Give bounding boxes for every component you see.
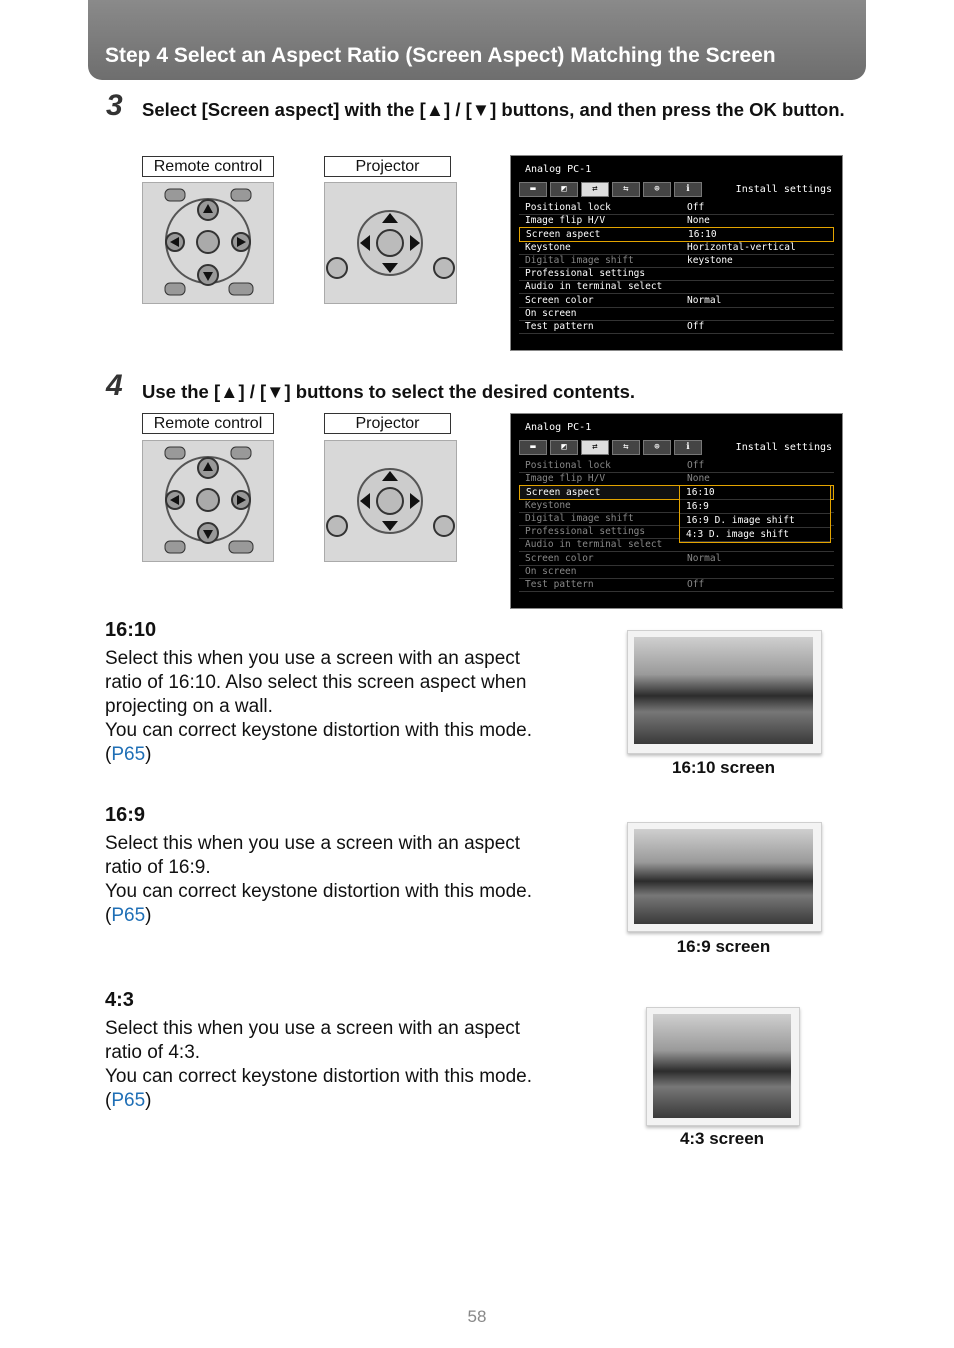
menu-title: Analog PC-1 xyxy=(525,164,592,175)
menu-row-selected[interactable]: Screen aspect xyxy=(519,485,834,500)
menu-tab[interactable]: ℹ xyxy=(674,440,702,455)
dropdown-option[interactable]: 16:9 D. image shift xyxy=(680,514,830,528)
section-body-16-9: Select this when you use a screen with an aspect ratio of 16:9. You can correct keystone distortion with this mode. (P65) xyxy=(105,833,533,926)
menu-tabs xyxy=(519,182,705,201)
remote-control-label: Remote control xyxy=(142,413,274,434)
projector-label: Projector xyxy=(324,156,451,177)
screen-16-10-image xyxy=(627,630,822,754)
remote-control-image xyxy=(142,440,274,562)
menu-row[interactable]: Image flip H/V None xyxy=(519,472,834,486)
remote-control-image xyxy=(142,182,274,304)
section-heading-4-3: 4:3 xyxy=(105,989,134,1011)
menu-row[interactable]: Positional lock Off xyxy=(519,201,834,215)
menu-row[interactable]: Screen color Normal xyxy=(519,552,834,566)
menu-tab[interactable]: ▬ xyxy=(519,182,547,197)
section-heading-16-9: 16:9 xyxy=(105,804,146,826)
menu-title: Analog PC-1 xyxy=(525,422,592,433)
projector-panel-image xyxy=(324,182,457,304)
menu-tab[interactable]: ⇆ xyxy=(612,182,640,197)
screen-4-3-image xyxy=(646,1007,800,1126)
projector-keypad-icon xyxy=(325,441,456,561)
menu-tab[interactable]: ◩ xyxy=(550,440,578,455)
page-number: 58 xyxy=(467,1307,487,1326)
caption-16-9: 16:9 screen xyxy=(676,937,771,956)
section-heading-16-10: 16:10 xyxy=(105,619,157,641)
menu-row[interactable]: Test pattern Off xyxy=(519,320,834,334)
menu-row[interactable]: Image flip H/V None xyxy=(519,214,834,228)
menu-row[interactable]: Audio in terminal select xyxy=(519,280,834,294)
remote-keypad-icon xyxy=(143,441,273,561)
menu-row[interactable]: On screen xyxy=(519,565,834,579)
menu-row[interactable]: Professional settings xyxy=(519,267,834,281)
menu-tab[interactable]: ⇄ xyxy=(581,440,609,455)
remote-keypad-icon xyxy=(143,183,273,303)
menu-tab[interactable]: ⇆ xyxy=(612,440,640,455)
projector-keypad-icon xyxy=(325,183,456,303)
screen-aspect-dropdown[interactable] xyxy=(679,485,831,543)
menu-row-selected[interactable]: Screen aspect 16:10 xyxy=(519,227,834,242)
menu-install-label: Install settings xyxy=(735,442,832,453)
menu-row[interactable]: Audio in terminal select xyxy=(519,538,834,552)
dropdown-option[interactable]: 16:9 xyxy=(680,500,830,514)
menu-screenshot-step3 xyxy=(510,155,843,351)
section-body-4-3: Select this when you use a screen with an aspect ratio of 4:3. You can correct keystone distortion with this mode. (P65) xyxy=(105,1018,533,1111)
menu-tab[interactable]: ⊕ xyxy=(643,182,671,197)
menu-row[interactable]: Digital image shift xyxy=(519,512,834,526)
menu-row[interactable]: Professional settings xyxy=(519,525,834,539)
menu-tabs xyxy=(519,440,705,459)
caption-4-3: 4:3 screen xyxy=(679,1129,765,1148)
menu-row[interactable]: On screen xyxy=(519,307,834,321)
menu-tab[interactable]: ⇄ xyxy=(581,182,609,197)
menu-row[interactable]: Keystone Horizontal-vertical keystone xyxy=(519,241,834,255)
menu-tab[interactable]: ⊕ xyxy=(643,440,671,455)
remote-control-label: Remote control xyxy=(142,156,274,177)
dropdown-option[interactable]: 16:10 xyxy=(680,486,830,500)
dropdown-option[interactable]: 4:3 D. image shift xyxy=(680,528,830,542)
menu-row[interactable]: Digital image shift xyxy=(519,254,834,268)
projector-panel-image xyxy=(324,440,457,562)
section-body-16-10: Select this when you use a screen with an aspect ratio of 16:10. Also select this screen aspect when projecting on a wall. You can correct keystone distortion with this mode. (P65) xyxy=(105,648,533,765)
step-4-number: 4 xyxy=(106,369,123,402)
step-3-text: Select [Screen aspect] with the [▲] / [▼] buttons, and then press the OK button. xyxy=(142,99,845,120)
screen-16-9-image xyxy=(627,822,822,932)
menu-row[interactable]: Positional lock Off xyxy=(519,459,834,473)
menu-screenshot-step4 xyxy=(510,413,843,609)
menu-tab[interactable]: ▬ xyxy=(519,440,547,455)
page-link-p65[interactable]: P65 xyxy=(111,905,146,926)
menu-install-label: Install settings xyxy=(735,184,832,195)
header-bar xyxy=(88,0,866,80)
menu-row[interactable]: Screen color Normal xyxy=(519,294,834,308)
menu-tab[interactable]: ℹ xyxy=(674,182,702,197)
projector-label: Projector xyxy=(324,413,451,434)
caption-16-10: 16:10 screen xyxy=(671,758,776,777)
page-link-p65[interactable]: P65 xyxy=(111,1090,146,1111)
menu-row[interactable]: Test pattern Off xyxy=(519,578,834,592)
step-3-number: 3 xyxy=(106,89,123,122)
menu-tab[interactable]: ◩ xyxy=(550,182,578,197)
page-title: Step 4 Select an Aspect Ratio (Screen Aspect) Matching the Screen xyxy=(105,44,776,67)
page-link-p65[interactable]: P65 xyxy=(111,744,146,765)
step-4-text: Use the [▲] / [▼] buttons to select the desired contents. xyxy=(142,381,636,402)
menu-row[interactable]: Keystone xyxy=(519,499,834,513)
